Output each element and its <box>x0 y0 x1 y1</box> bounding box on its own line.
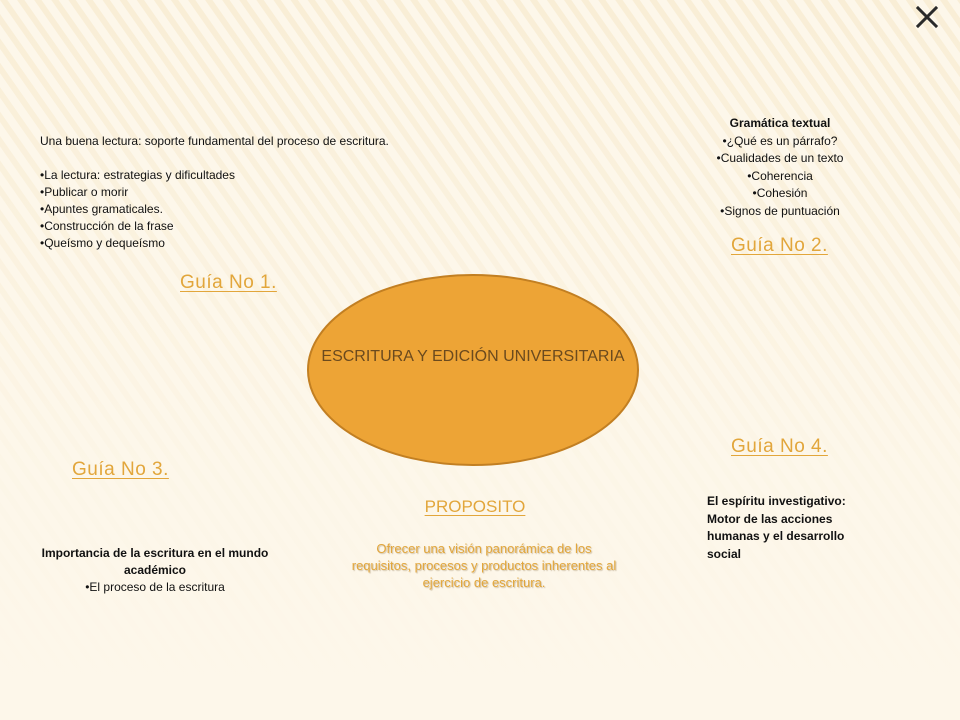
guia3-link[interactable]: Guía No 3. <box>72 459 169 480</box>
center-ellipse <box>305 272 641 468</box>
proposito-heading: PROPOSITO <box>424 497 526 516</box>
guia2-item: • Cualidades de un texto <box>655 150 905 168</box>
guia2-item: • Signos de puntuación <box>655 203 905 221</box>
guia2-item: • Cohesión <box>655 185 905 203</box>
guia2-link[interactable]: Guía No 2. <box>731 235 828 256</box>
guia1-intro: Una buena lectura: soporte fundamental del proceso de escritura. <box>40 134 389 148</box>
proposito-text: Ofrecer una visión panorámica de los requisitos, procesos y productos inherentes al ejercicio de escritura. <box>351 541 617 590</box>
close-x-icon <box>914 4 940 30</box>
guia3-item: • El proceso de la escritura <box>40 579 270 596</box>
guia1-item: • La lectura: estrategias y dificultades <box>40 167 480 184</box>
guia1-link[interactable]: Guía No 1. <box>180 272 277 293</box>
guia1-item: • Publicar o morir <box>40 184 480 201</box>
guia4-text: El espíritu investigativo: Motor de las acciones humanas y el desarrollo social <box>707 494 846 561</box>
guia1-item: • Apuntes gramaticales. <box>40 201 480 218</box>
guia1-item: • Construcción de la frase <box>40 218 480 235</box>
guia3-content <box>40 545 270 596</box>
guia2-item: • Coherencia <box>655 168 905 186</box>
guia2-content <box>655 115 905 221</box>
center-title: ESCRITURA Y EDICIÓN UNIVERSITARIA <box>321 348 625 365</box>
guia2-title: Gramática textual <box>729 116 831 130</box>
guia3-title: Importancia de la escritura en el mundo académico <box>41 546 269 577</box>
guia1-content <box>40 133 480 252</box>
guia1-item: • Queísmo y dequeísmo <box>40 235 480 252</box>
guia4-link[interactable]: Guía No 4. <box>731 436 828 457</box>
guia2-item: • ¿Qué es un párrafo? <box>655 133 905 151</box>
